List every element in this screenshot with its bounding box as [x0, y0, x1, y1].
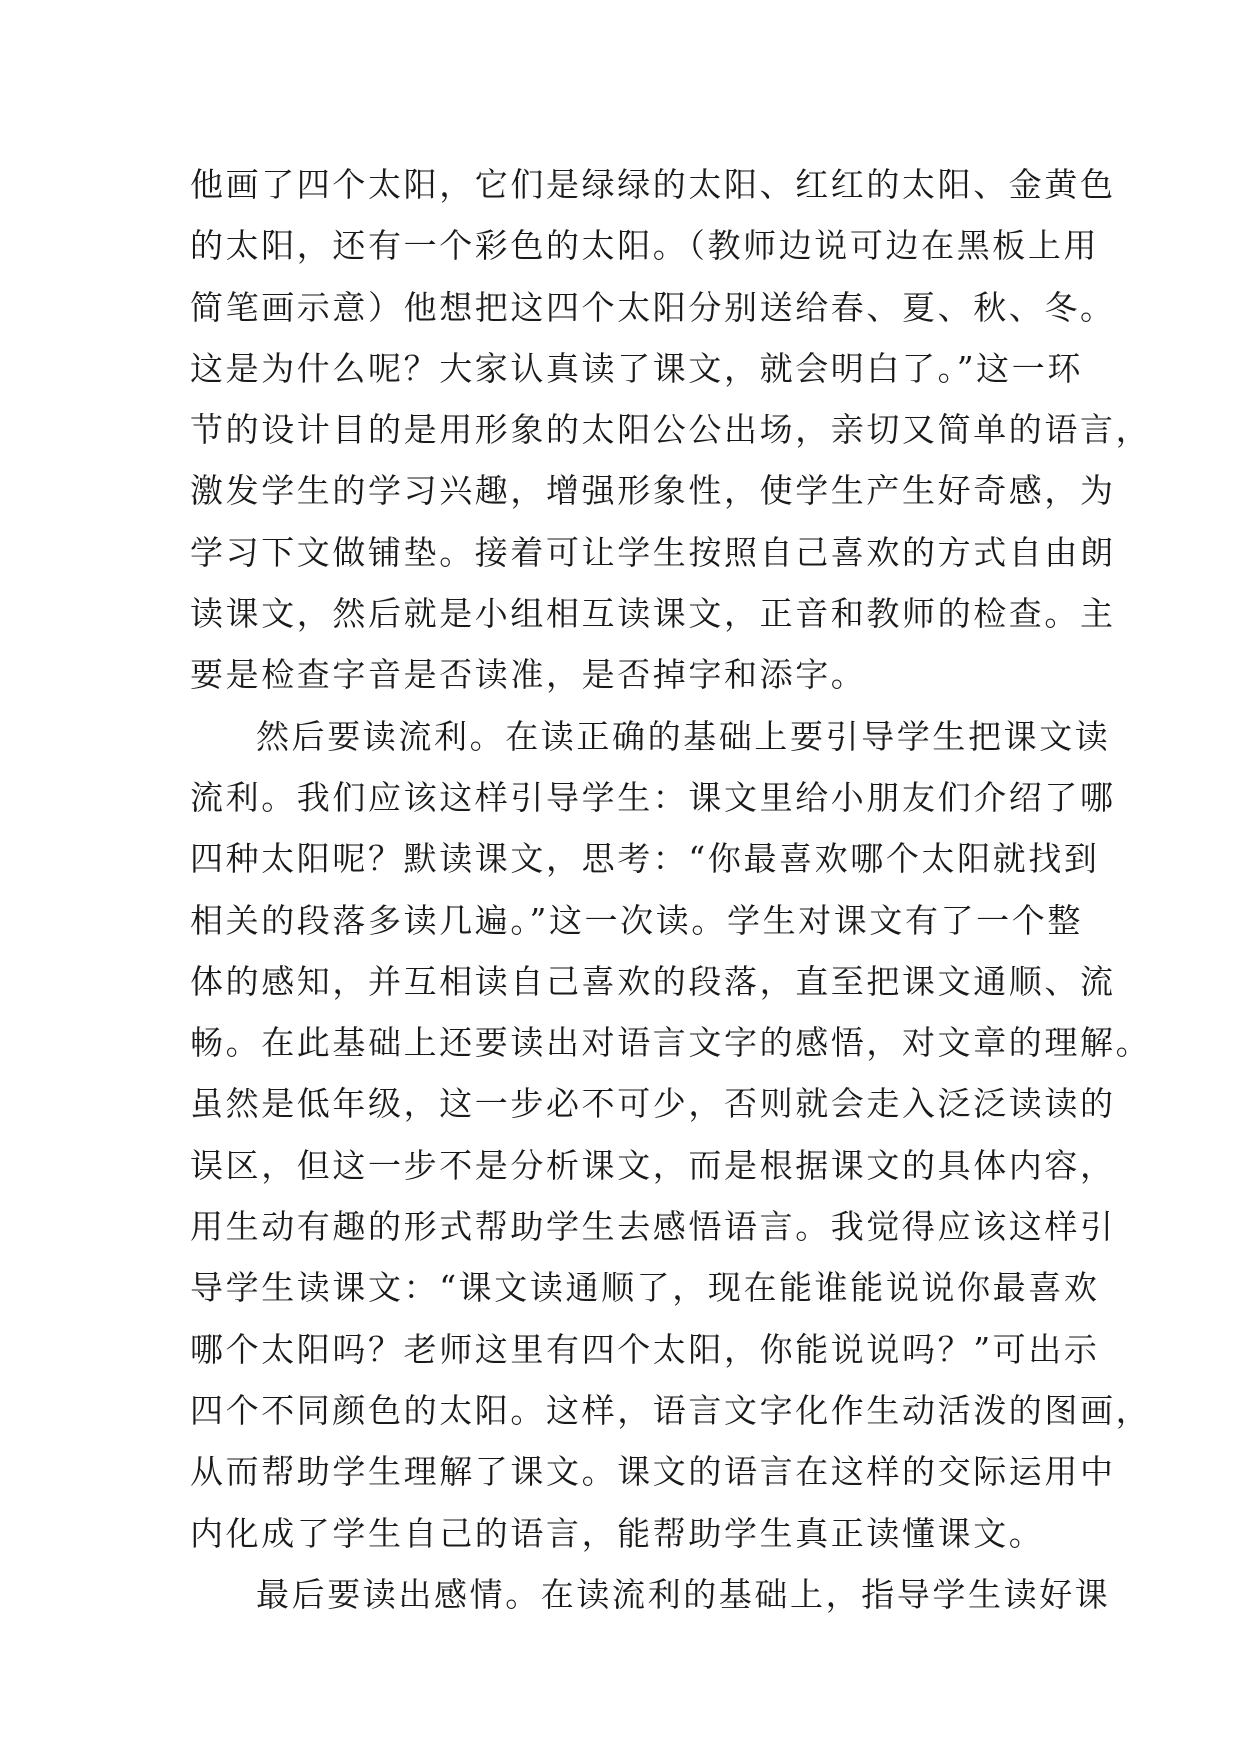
- text-line: 的太阳，还有一个彩色的太阳。（教师边说可边在黑板上用: [190, 226, 1100, 266]
- text-line: 相关的段落多读几遍。”这一次读。学生对课文有了一个整: [190, 900, 1083, 940]
- text-line: 四个不同颜色的太阳。这样，语言文字化作生动活泼的图画，: [190, 1390, 1152, 1430]
- text-line: 内化成了学生自己的语言，能帮助学生真正读懂课文。: [190, 1513, 1045, 1553]
- body-text: [190, 154, 1152, 1625]
- text-line: 误区，但这一步不是分析课文，而是根据课文的具体内容，: [190, 1145, 1116, 1185]
- text-line: 导学生读课文：“课文读通顺了，现在能谁能说说你最喜欢: [190, 1268, 1100, 1308]
- text-line: 这是为什么呢？大家认真读了课文，就会明白了。”这一环: [190, 348, 1083, 388]
- paragraph-start-line: 然后要读流利。在读正确的基础上要引导学生把课文读: [256, 716, 1111, 756]
- text-line: 激发学生的学习兴趣，增强形象性，使学生产生好奇感，为: [190, 471, 1116, 511]
- text-line: 学习下文做铺垫。接着可让学生按照自己喜欢的方式自由朗: [190, 532, 1116, 572]
- text-line: 他画了四个太阳，它们是绿绿的太阳、红红的太阳、金黄色: [190, 165, 1116, 204]
- text-line: 要是检查字音是否读准，是否掉字和添字。: [190, 655, 867, 695]
- text-line: 哪个太阳吗？老师这里有四个太阳，你能说说吗？”可出示: [190, 1329, 1100, 1369]
- text-line: 虽然是低年级，这一步必不可少，否则就会走入泛泛读读的: [190, 1084, 1116, 1124]
- text-line: 畅。在此基础上还要读出对语言文字的感悟，对文章的理解。: [190, 1023, 1152, 1063]
- paragraph-start-line: 最后要读出感情。在读流利的基础上，指导学生读好课: [256, 1574, 1111, 1614]
- text-line: 简笔画示意）他想把这四个太阳分别送给春、夏、秋、冬。: [190, 287, 1116, 327]
- text-line: 体的感知，并互相读自己喜欢的段落，直至把课文通顺、流: [190, 961, 1116, 1001]
- text-line: 流利。我们应该这样引导学生：课文里给小朋友们介绍了哪: [190, 777, 1116, 817]
- text-line: 用生动有趣的形式帮助学生去感悟语言。我觉得应该这样引: [190, 1207, 1116, 1247]
- text-line: 读课文，然后就是小组相互读课文，正音和教师的检查。主: [190, 594, 1116, 634]
- text-line: 四种太阳呢？默读课文，思考：“你最喜欢哪个太阳就找到: [190, 839, 1100, 879]
- text-line: 节的设计目的是用形象的太阳公公出场，亲切又简单的语言，: [190, 410, 1152, 450]
- text-line: 从而帮助学生理解了课文。课文的语言在这样的交际运用中: [190, 1452, 1116, 1492]
